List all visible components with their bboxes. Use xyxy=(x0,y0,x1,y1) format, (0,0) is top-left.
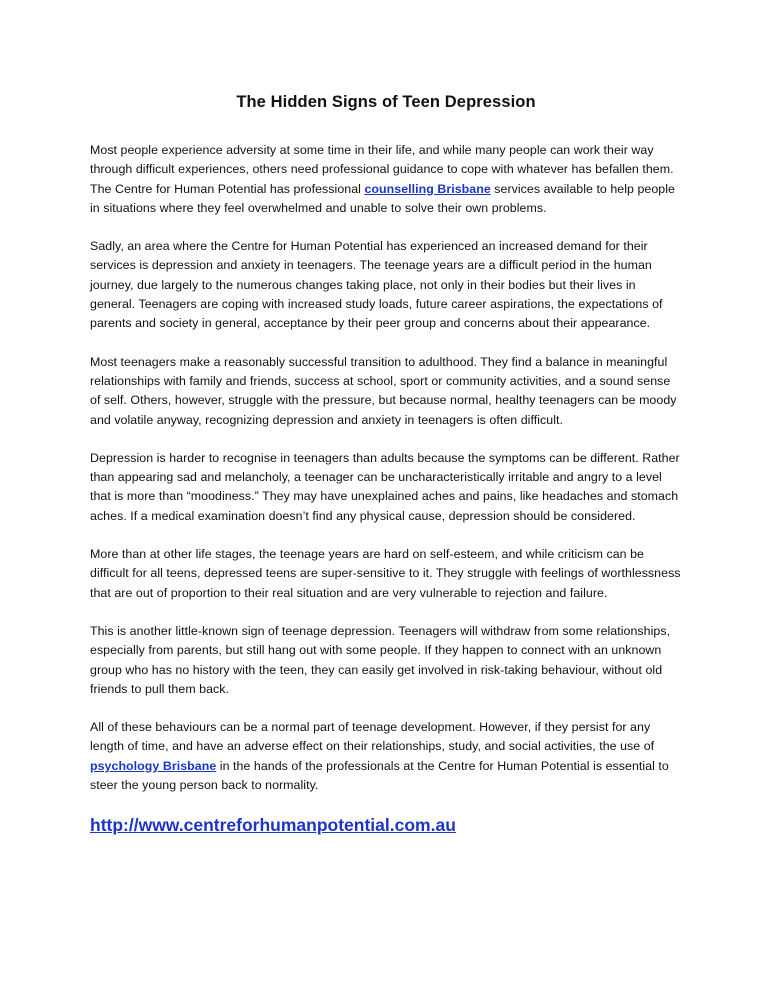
paragraph-1 xyxy=(90,141,682,218)
paragraph-7-text-after: in the hands of the professionals at the Centre for Human Potential is essential to steer the young person back to normality. xyxy=(90,758,669,793)
psychology-brisbane-link[interactable]: psychology Brisbane xyxy=(90,758,217,773)
paragraph-4: Depression is harder to recognise in teenagers than adults because the symptoms can be different. Rather than appearing sad and melancholy, a teenager can be uncharacteristically irritable and angry to a level that is more than “moodiness.” They may have unexplained aches and pains, like headaches and stomach aches. If a medical examination doesn’t find any physical cause, depression should be considered. xyxy=(90,450,680,523)
paragraph-2: Sadly, an area where the Centre for Human Potential has experienced an increased demand for their services is depression and anxiety in teenagers. The teenage years are a difficult period in the human journey, due largely to the numerous changes taking place, not only in their bodies but their lives in general. Teenagers are coping with increased study loads, future career aspirations, the expectations of parents and society in general, acceptance by their peer group and concerns about their appearance. xyxy=(90,239,663,331)
paragraph-1-text-after: services available to help people in situations where they feel overwhelmed and unable to solve their own problems. xyxy=(90,181,675,215)
paragraph-1-text-before: Most people experience adversity at some time in their life, and while many people can work their way through difficult experiences, others need professional guidance to cope with whatever has befallen them. The Centre for Human Potential has professional xyxy=(90,143,674,196)
paragraph-7-text-before: All of these behaviours can be a normal part of teenage development. However, if they persist for any length of time, and have an adverse effect on their relationships, study, and social activities, the use of xyxy=(90,720,655,754)
paragraph-3: Most teenagers make a reasonably successful transition to adulthood. They find a balance in meaningful relationships with family and friends, success at school, sport or community activities, and a sound sense of self. Others, however, struggle with the pressure, but because normal, healthy teenagers can be moody and volatile anyway, recognizing depression and anxiety in teenagers is often difficult. xyxy=(90,354,677,427)
paragraph-6: This is another little-known sign of teenage depression. Teenagers will withdraw from some relationships, especially from parents, but still hang out with some people. If they happen to connect with an unknown group who has no history with the teen, they can easily get involved in risk-taking behaviour, without old friends to pull them back. xyxy=(90,623,671,696)
counselling-brisbane-link[interactable]: counselling Brisbane xyxy=(364,181,491,196)
document-title: The Hidden Signs of Teen Depression xyxy=(236,93,536,111)
paragraph-7 xyxy=(90,718,682,795)
paragraph-5: More than at other life stages, the teenage years are hard on self-esteem, and while criticism can be difficult for all teens, depressed teens are super-sensitive to it. They struggle with feelings of worthlessness that are out of proportion to their real situation and are very vulnerable to rejection and failure. xyxy=(90,547,681,600)
website-url-link[interactable]: http://www.centreforhumanpotential.com.au xyxy=(90,815,456,836)
